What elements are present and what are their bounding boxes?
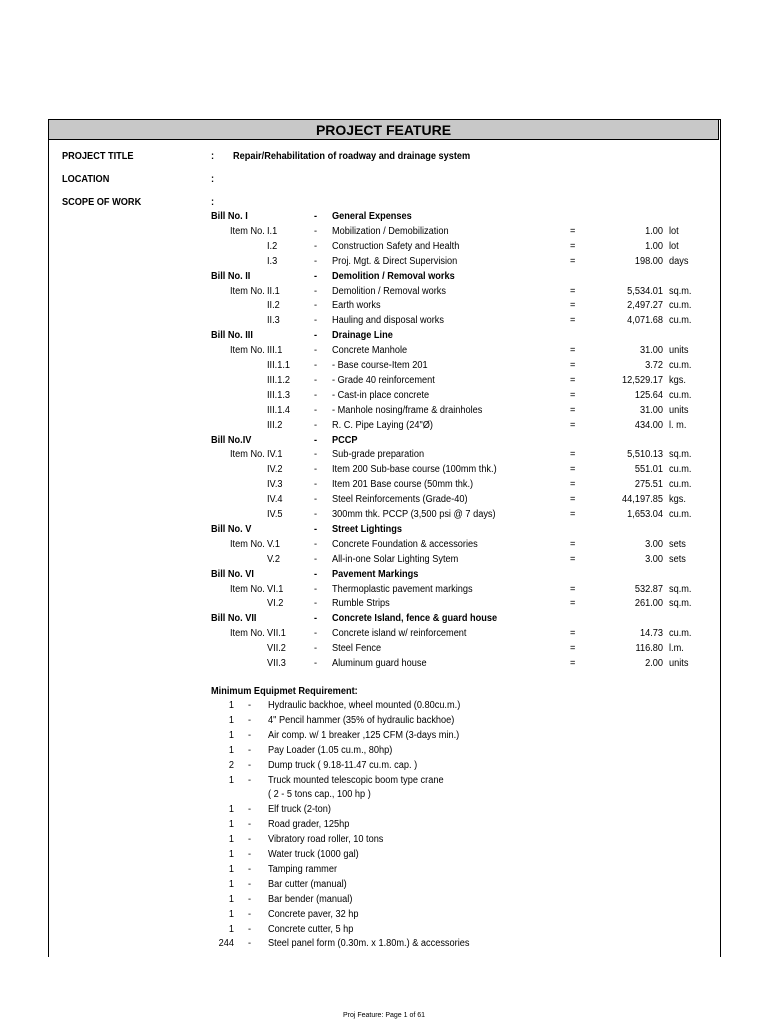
item-unit: units (669, 345, 689, 356)
equipment-quantity: 2 (228, 760, 234, 771)
bill-dash: - (314, 330, 318, 341)
page-footer: Proj Feature: Page 1 of 61 (342, 1012, 426, 1019)
item-unit: kgs. (669, 375, 686, 386)
item-number: VII.1 (267, 628, 286, 639)
item-number: I.1 (267, 226, 278, 237)
item-equals: = (570, 286, 576, 297)
bill-title: General Expenses (332, 211, 412, 222)
bill-number: Bill No. VI (211, 569, 254, 580)
equipment-dash: - (248, 700, 252, 711)
equipment-heading: Minimum Equipmet Requirement: (211, 686, 358, 697)
item-unit: sq.m. (669, 449, 692, 460)
item-equals: = (570, 598, 576, 609)
equipment-description: Bar cutter (manual) (268, 879, 347, 890)
bill-title: Pavement Markings (332, 569, 419, 580)
item-quantity: 14.73 (639, 628, 663, 639)
item-description: 300mm thk. PCCP (3,500 psi @ 7 days) (332, 509, 496, 520)
field-colon: : (211, 197, 215, 208)
item-prefix: Item No. (230, 286, 265, 297)
item-unit: kgs. (669, 494, 686, 505)
item-description: - Grade 40 reinforcement (332, 375, 435, 386)
item-quantity: 3.00 (645, 539, 663, 550)
item-quantity: 1,653.04 (627, 509, 663, 520)
item-number: IV.1 (267, 449, 283, 460)
item-equals: = (570, 554, 576, 565)
item-description: Thermoplastic pavement markings (332, 584, 473, 595)
item-number: III.1 (267, 345, 283, 356)
equipment-description: Pay Loader (1.05 cu.m., 80hp) (268, 745, 393, 756)
item-description: Item 201 Base course (50mm thk.) (332, 479, 474, 490)
item-unit: sq.m. (669, 598, 692, 609)
bill-number: Bill No.IV (211, 435, 252, 446)
item-unit: cu.m. (669, 300, 692, 311)
item-number: IV.5 (267, 509, 283, 520)
item-unit: sets (669, 554, 686, 565)
equipment-dash: - (248, 924, 252, 935)
equipment-quantity: 1 (228, 715, 234, 726)
item-quantity: 5,510.13 (627, 449, 663, 460)
item-number: VI.1 (267, 584, 284, 595)
equipment-quantity: 1 (228, 864, 234, 875)
item-quantity: 12,529.17 (622, 375, 663, 386)
item-equals: = (570, 643, 576, 654)
equipment-description: Road grader, 125hp (268, 819, 350, 830)
item-dash: - (314, 420, 318, 431)
equipment-quantity: 1 (228, 775, 234, 786)
item-dash: - (314, 286, 318, 297)
item-number: IV.4 (267, 494, 283, 505)
item-equals: = (570, 360, 576, 371)
equipment-description: Concrete paver, 32 hp (268, 909, 359, 920)
item-description: Steel Fence (332, 643, 382, 654)
equipment-description: Bar bender (manual) (268, 894, 353, 905)
item-quantity: 2,497.27 (627, 300, 663, 311)
item-equals: = (570, 479, 576, 490)
equipment-dash: - (248, 864, 252, 875)
item-equals: = (570, 226, 576, 237)
bill-title: Demolition / Removal works (332, 271, 455, 282)
item-equals: = (570, 464, 576, 475)
equipment-description: Tamping rammer (268, 864, 338, 875)
item-number: II.3 (267, 315, 280, 326)
item-quantity: 4,071.68 (627, 315, 663, 326)
item-prefix: Item No. (230, 584, 265, 595)
item-dash: - (314, 405, 318, 416)
bill-dash: - (314, 211, 318, 222)
equipment-dash: - (248, 849, 252, 860)
item-unit: sets (669, 539, 686, 550)
item-description: Concrete island w/ reinforcement (332, 628, 467, 639)
item-dash: - (314, 584, 318, 595)
item-equals: = (570, 315, 576, 326)
item-dash: - (314, 509, 318, 520)
item-unit: cu.m. (669, 628, 692, 639)
item-equals: = (570, 584, 576, 595)
item-description: Earth works (332, 300, 381, 311)
item-quantity: 1.00 (645, 226, 663, 237)
item-number: II.1 (267, 286, 280, 297)
item-description: All-in-one Solar Lighting Sytem (332, 554, 459, 565)
equipment-description: Vibratory road roller, 10 tons (268, 834, 384, 845)
bill-dash: - (314, 271, 318, 282)
item-unit: units (669, 658, 689, 669)
item-prefix: Item No. (230, 449, 265, 460)
bill-number: Bill No. I (211, 211, 248, 222)
equipment-dash: - (248, 879, 252, 890)
item-description: Construction Safety and Health (332, 241, 460, 252)
equipment-dash: - (248, 909, 252, 920)
item-description: Proj. Mgt. & Direct Supervision (332, 256, 458, 267)
item-number: VII.3 (267, 658, 286, 669)
equipment-description: Air comp. w/ 1 breaker ,125 CFM (3-days min.) (268, 730, 460, 741)
equipment-description: Steel panel form (0.30m. x 1.80m.) & accessories (268, 938, 470, 949)
equipment-dash: - (248, 819, 252, 830)
page-title: PROJECT FEATURE (48, 119, 719, 140)
item-dash: - (314, 300, 318, 311)
item-number: I.3 (267, 256, 278, 267)
field-value: Repair/Rehabilitation of roadway and drainage system (233, 151, 471, 162)
item-quantity: 44,197.85 (622, 494, 663, 505)
item-number: VI.2 (267, 598, 284, 609)
field-label: SCOPE OF WORK (62, 197, 142, 208)
item-description: Demolition / Removal works (332, 286, 447, 297)
item-number: VII.2 (267, 643, 286, 654)
item-quantity: 434.00 (634, 420, 663, 431)
item-dash: - (314, 390, 318, 401)
equipment-description: Concrete cutter, 5 hp (268, 924, 354, 935)
item-number: IV.3 (267, 479, 283, 490)
bill-number: Bill No. II (211, 271, 251, 282)
item-prefix: Item No. (230, 539, 265, 550)
equipment-quantity: 1 (228, 700, 234, 711)
bill-title: Drainage Line (332, 330, 393, 341)
item-unit: lot (669, 226, 679, 237)
item-equals: = (570, 375, 576, 386)
equipment-dash: - (248, 730, 252, 741)
item-number: V.1 (267, 539, 280, 550)
item-dash: - (314, 345, 318, 356)
item-equals: = (570, 390, 576, 401)
equipment-quantity: 1 (228, 804, 234, 815)
item-number: III.1.4 (267, 405, 291, 416)
item-dash: - (314, 464, 318, 475)
item-number: V.2 (267, 554, 280, 565)
item-dash: - (314, 241, 318, 252)
bill-number: Bill No. V (211, 524, 252, 535)
item-unit: cu.m. (669, 315, 692, 326)
item-description: Concrete Foundation & accessories (332, 539, 478, 550)
item-quantity: 198.00 (634, 256, 663, 267)
equipment-description: Elf truck (2-ton) (268, 804, 331, 815)
equipment-dash: - (248, 715, 252, 726)
equipment-quantity: 1 (228, 909, 234, 920)
item-unit: l.m. (669, 643, 684, 654)
bill-title: Concrete Island, fence & guard house (332, 613, 498, 624)
item-dash: - (314, 554, 318, 565)
field-colon: : (211, 151, 215, 162)
item-equals: = (570, 300, 576, 311)
item-prefix: Item No. (230, 628, 265, 639)
item-number: III.2 (267, 420, 283, 431)
item-equals: = (570, 494, 576, 505)
item-number: II.2 (267, 300, 280, 311)
item-description: Sub-grade preparation (332, 449, 425, 460)
item-equals: = (570, 539, 576, 550)
item-dash: - (314, 449, 318, 460)
item-description: Steel Reinforcements (Grade-40) (332, 494, 468, 505)
item-dash: - (314, 375, 318, 386)
field-label: LOCATION (62, 174, 110, 185)
equipment-description: Dump truck ( 9.18-11.47 cu.m. cap. ) (268, 760, 418, 771)
item-equals: = (570, 420, 576, 431)
item-quantity: 3.72 (645, 360, 663, 371)
equipment-quantity: 1 (228, 730, 234, 741)
item-equals: = (570, 628, 576, 639)
item-quantity: 261.00 (634, 598, 663, 609)
item-number: III.1.2 (267, 375, 291, 386)
equipment-quantity: 1 (228, 924, 234, 935)
item-prefix: Item No. (230, 345, 265, 356)
item-number: I.2 (267, 241, 278, 252)
equipment-quantity: 1 (228, 879, 234, 890)
equipment-quantity: 1 (228, 894, 234, 905)
item-dash: - (314, 598, 318, 609)
item-quantity: 551.01 (634, 464, 663, 475)
item-quantity: 2.00 (645, 658, 663, 669)
item-description: - Cast-in place concrete (332, 390, 430, 401)
field-colon: : (211, 174, 215, 185)
equipment-dash: - (248, 775, 252, 786)
equipment-dash: - (248, 804, 252, 815)
bill-dash: - (314, 435, 318, 446)
equipment-description: Water truck (1000 gal) (268, 849, 359, 860)
item-number: IV.2 (267, 464, 283, 475)
equipment-dash: - (248, 834, 252, 845)
item-prefix: Item No. (230, 226, 265, 237)
item-dash: - (314, 479, 318, 490)
bill-dash: - (314, 613, 318, 624)
equipment-quantity: 1 (228, 849, 234, 860)
equipment-quantity: 1 (228, 819, 234, 830)
equipment-description: Hydraulic backhoe, wheel mounted (0.80cu.m.) (268, 700, 461, 711)
equipment-dash: - (248, 760, 252, 771)
equipment-description: 4" Pencil hammer (35% of hydraulic backhoe) (268, 715, 455, 726)
bill-dash: - (314, 569, 318, 580)
item-quantity: 1.00 (645, 241, 663, 252)
item-description: Concrete Manhole (332, 345, 408, 356)
item-dash: - (314, 539, 318, 550)
item-equals: = (570, 509, 576, 520)
field-label: PROJECT TITLE (62, 151, 134, 162)
item-unit: sq.m. (669, 584, 692, 595)
item-quantity: 116.80 (635, 643, 663, 654)
item-dash: - (314, 643, 318, 654)
item-equals: = (570, 241, 576, 252)
item-description: - Base course-Item 201 (332, 360, 428, 371)
item-description: Aluminum guard house (332, 658, 427, 669)
item-equals: = (570, 449, 576, 460)
item-unit: l. m. (669, 420, 687, 431)
item-equals: = (570, 658, 576, 669)
item-quantity: 31.00 (639, 405, 663, 416)
item-equals: = (570, 405, 576, 416)
item-unit: cu.m. (669, 509, 692, 520)
item-description: Hauling and disposal works (332, 315, 444, 326)
item-unit: units (669, 405, 689, 416)
equipment-dash: - (248, 894, 252, 905)
item-description: R. C. Pipe Laying (24"Ø) (332, 420, 433, 431)
item-description: - Manhole nosing/frame & drainholes (332, 405, 483, 416)
item-unit: cu.m. (669, 479, 692, 490)
item-equals: = (570, 345, 576, 356)
item-unit: cu.m. (669, 390, 692, 401)
item-description: Item 200 Sub-base course (100mm thk.) (332, 464, 497, 475)
equipment-quantity: 1 (228, 745, 234, 756)
item-dash: - (314, 315, 318, 326)
item-description: Rumble Strips (332, 598, 390, 609)
equipment-description: ( 2 - 5 tons cap., 100 hp ) (268, 789, 371, 800)
item-equals: = (570, 256, 576, 267)
bill-title: Street Lightings (332, 524, 403, 535)
equipment-dash: - (248, 745, 252, 756)
item-quantity: 532.87 (634, 584, 663, 595)
equipment-quantity: 1 (228, 834, 234, 845)
item-unit: days (669, 256, 689, 267)
item-unit: cu.m. (669, 464, 692, 475)
item-dash: - (314, 256, 318, 267)
item-dash: - (314, 226, 318, 237)
item-description: Mobilization / Demobilization (332, 226, 449, 237)
item-dash: - (314, 360, 318, 371)
bill-number: Bill No. VII (211, 613, 257, 624)
item-quantity: 275.51 (634, 479, 663, 490)
equipment-description: Truck mounted telescopic boom type crane (268, 775, 444, 786)
item-dash: - (314, 658, 318, 669)
bill-dash: - (314, 524, 318, 535)
item-quantity: 31.00 (639, 345, 663, 356)
bill-number: Bill No. III (211, 330, 253, 341)
equipment-dash: - (248, 938, 252, 949)
item-quantity: 5,534.01 (627, 286, 663, 297)
item-number: III.1.1 (267, 360, 291, 371)
item-quantity: 3.00 (645, 554, 663, 565)
item-quantity: 125.64 (634, 390, 663, 401)
item-unit: sq.m. (669, 286, 692, 297)
item-dash: - (314, 494, 318, 505)
item-dash: - (314, 628, 318, 639)
bill-title: PCCP (332, 435, 358, 446)
item-number: III.1.3 (267, 390, 291, 401)
item-unit: lot (669, 241, 679, 252)
item-unit: cu.m. (669, 360, 692, 371)
equipment-quantity: 244 (218, 938, 234, 949)
